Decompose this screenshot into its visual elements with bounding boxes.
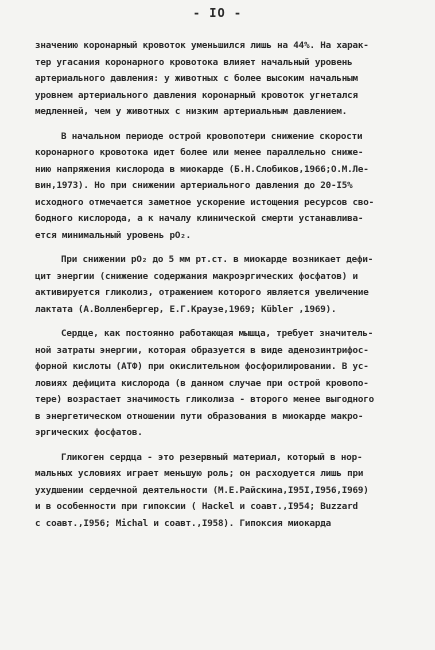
text-line: коронарного кровотока идет более или менее параллельно сниже- [35, 147, 364, 158]
paragraph-3 [35, 252, 413, 318]
text-line: исходного отмечается заметное ускорение истощения ресурсов сво- [35, 196, 375, 208]
text-line: цит энергии (снижение содержания макроэргических фосфатов) и [35, 270, 358, 282]
text-line: вин,1973). Но при снижении артериального давления до 20-I5% [35, 180, 353, 191]
text-line: медленней, чем у животных с низким артериальным давлением. [35, 106, 348, 117]
text-line: артериального давления: у животных с более высоким начальным [35, 73, 358, 84]
page-number: - IO - [192, 6, 243, 20]
text-line: уровнем артериального давления коронарный кровоток угнетался [35, 89, 358, 101]
text-line: ется минимальный уровень pO₂. [35, 229, 192, 241]
text-line: тере) возрастает значимость гликолиза - второго менее выгодного [35, 394, 375, 405]
text-line: нию напряжения кислорода в миокарде (Б.Н.Слобиков,1966;О.М.Ле- [35, 163, 369, 175]
text-line: Сердце, как постоянно работающая мышца, требует значитель- [61, 328, 374, 339]
text-line: бодного кислорода, а к началу клинической смерти устанавлива- [35, 213, 364, 224]
text-line: ловиях дефицита кислорода (в данном случае при острой кровопо- [35, 377, 369, 389]
text-line: эргических фосфатов. [35, 427, 143, 438]
text-line: лактата (А.Волленбергер, Е.Г.Краузе,1969; Kübler ,1969). [35, 303, 337, 315]
paragraph-5 [35, 450, 413, 533]
text-line: тер угасания коронарного кровотока влияет начальный уровень [35, 56, 353, 68]
text-line: Гликоген сердца - это резервный материал, который в нор- [61, 451, 363, 463]
text-line: мальных условиях играет меньшую роль; он расходуется лишь при [35, 468, 364, 479]
text-line: форной кислоты (АТФ) при окислительном фосфорилировании. В ус- [35, 361, 369, 372]
paragraph-1 [35, 38, 413, 121]
text-line: с соавт.,I956; Michal и соавт.,I958). Гипоксия миокарда [35, 517, 331, 529]
text-line: ухудшении сердечной деятельности (М.Е.Райскина,I95I,I956,I969) [35, 484, 369, 496]
paragraph-4 [35, 326, 413, 442]
text-line: значению коронарный кровоток уменьшился лишь на 44%. На харак- [35, 40, 369, 51]
text-line: При снижении pO₂ до 5 мм рт.ст. в миокарде возникает дефи- [61, 254, 374, 265]
text-line: активируется гликолиз, отражением которого является увеличение [35, 287, 369, 298]
text-line: и в особенности при гипоксии ( Hackel и соавт.,I954; Buzzard [35, 501, 358, 512]
body-text [35, 38, 413, 540]
text-line: ной затраты энергии, которая образуется в виде аденозинтрифос- [35, 344, 369, 356]
text-line: в энергетическом отношении пути образования в миокарде макро- [35, 410, 364, 422]
text-line: В начальном периоде острой кровопотери снижение скорости [61, 130, 363, 142]
paragraph-2 [35, 129, 413, 245]
